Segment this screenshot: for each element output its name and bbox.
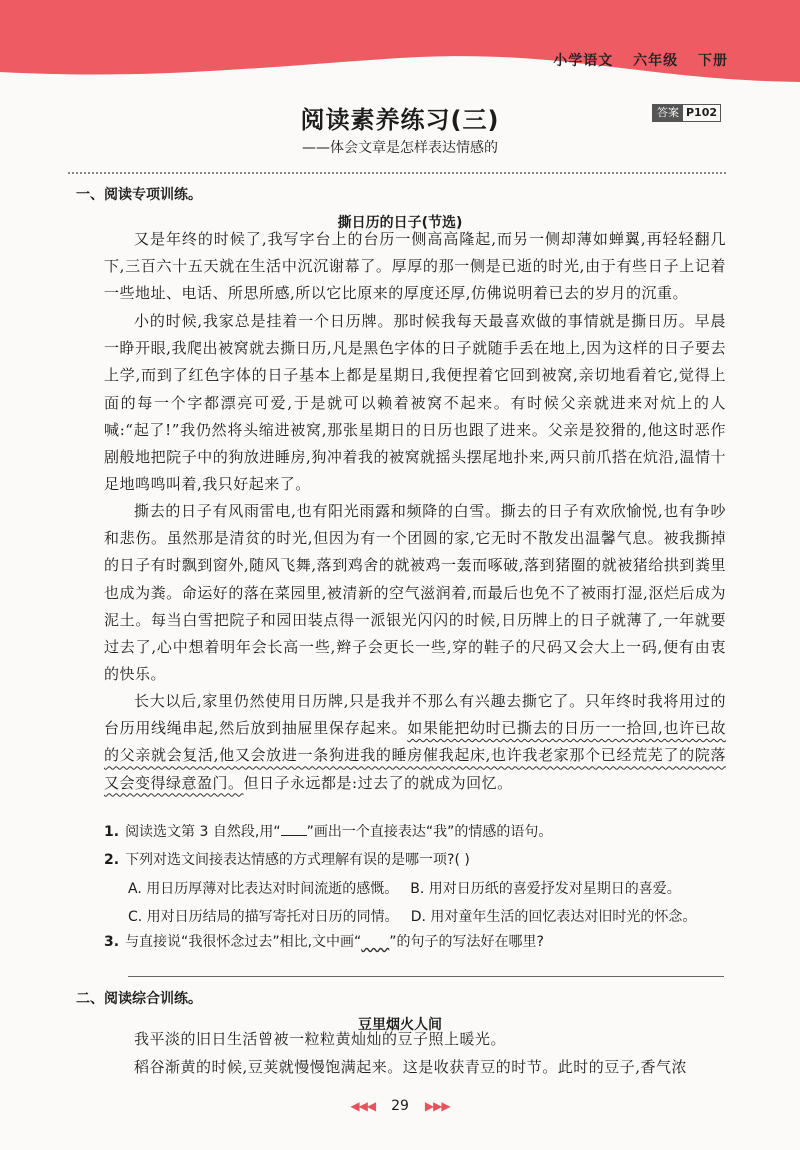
- question-1-text-b: ”画出一个直接表达“我”的情感的语句。: [306, 824, 553, 840]
- answer-tag-label: 答案: [653, 105, 683, 121]
- question-3: [104, 932, 734, 952]
- right-arrows-icon: ▶▶▶: [424, 1099, 450, 1113]
- page-subtitle: ——体会文章是怎样表达情感的: [302, 140, 498, 156]
- answer-page-tag: [652, 104, 721, 122]
- section1-heading: 一、阅读专项训练。: [76, 187, 202, 203]
- article1-paragraph-4: [104, 688, 726, 797]
- question-2: [104, 850, 734, 870]
- option-c: C. 用对日历结局的描写寄托对日历的同情。: [128, 909, 399, 925]
- question-2-options-row-2: [128, 906, 748, 926]
- question-3-number: 3.: [104, 934, 120, 950]
- article2-paragraph-1: 我平淡的旧日生活曾被一粒粒黄灿灿的豆子照上暖光。: [134, 1030, 507, 1048]
- paragraph-4-end: 但日子永远都是:过去了的就成为回忆。: [243, 773, 513, 792]
- grade-label: 六年级: [633, 53, 679, 69]
- article1-paragraph-3: 撕去的日子有风雨雷电,也有阳光雨露和频降的白雪。撕去的日子有欢欣愉悦,也有争吵和悲伤。虽然那是清贫的时光,但因为有一个团圆的家,它无时不散发出温馨气息。被我撕掉的日子有时飘到窗外,随风飞舞,落到鸡舍的就被鸡一轰而啄破,落到猪圈的就被猪给拱到粪里也成为粪。命运好的落在菜园里,被清新的空气滋润着,而最后也免不了被雨打湿,沤烂后成为泥土。每当白雪把院子和园田装点得一派银光闪闪的时候,日历牌上的日子就薄了,一年就要过去了,心中想着明年会长高一些,辫子会更长一些,穿的鞋子的尺码又会大上一码,便有由衷的快乐。: [104, 502, 726, 684]
- subject-label: 小学语文: [553, 53, 614, 69]
- option-d: D. 用对童年生活的回忆表达对旧时光的怀念。: [410, 909, 697, 925]
- dotted-divider: [68, 172, 726, 174]
- left-arrows-icon: ◀◀◀: [350, 1099, 376, 1113]
- straight-line-mark: [281, 823, 307, 836]
- answer-writing-line[interactable]: [128, 976, 724, 977]
- question-1-text-a: 阅读选文第 3 自然段,用“: [125, 824, 281, 840]
- grade-header: [539, 50, 728, 70]
- answer-tag-page: P102: [686, 106, 718, 119]
- wavy-line-mark: [361, 932, 389, 944]
- section2-heading: 二、阅读综合训练。: [76, 991, 202, 1007]
- option-a: A. 用日历厚薄对比表达对时间流逝的感慨。: [128, 881, 399, 897]
- option-b: B. 用对日历纸的喜爱抒发对星期日的喜爱。: [410, 881, 681, 897]
- article2-title: 豆里烟火人间: [358, 1017, 442, 1033]
- article1-paragraph-1: 又是年终的时候了,我写字台上的台历一侧高高隆起,而另一侧却薄如蝉翼,再轻轻翻几下,三百六十五天就在生活中沉沉谢幕了。厚厚的那一侧是已逝的时光,由于有些日子上记着一些地址、电话、所思所感,所以它比原来的厚度还厚,仿佛说明着已去的岁月的沉重。: [104, 230, 726, 303]
- volume-label: 下册: [698, 53, 728, 69]
- question-2-text: 下列对选文间接表达情感的方式理解有误的是哪一项?( ): [125, 852, 470, 868]
- page-number: 29: [391, 1098, 409, 1114]
- wavy-underlined-sentence: 如果能把幼时已撕去的日历一一拾回,也许已故的父亲就会复活,他又会放进一条狗进我的睡房催我起床,也许我老家那个已经荒芜了的院落又会变得绿意盈门。: [104, 719, 726, 792]
- question-2-number: 2.: [104, 852, 120, 868]
- page-title: 阅读素养练习(三): [300, 106, 500, 134]
- page-footer: [0, 1098, 800, 1114]
- question-2-options-row-1: [128, 878, 748, 898]
- question-3-text-b: ”的句子的写法好在哪里?: [389, 934, 544, 950]
- paragraph-4-start: 长大以后,家里仍然使用日历牌,只是我并不那么有兴趣去撕它了。只年终时我将用过的台历用线绳串起,然后放到抽屉里保存起来。: [104, 692, 726, 738]
- question-3-text-a: 与直接说“我很怀念过去”相比,文中画“: [125, 934, 362, 950]
- article1-paragraph-2: 小的时候,我家总是挂着一个日历牌。那时候我每天最喜欢做的事情就是撕日历。早晨一睁开眼,我爬出被窝就去撕日历,凡是黑色字体的日子就随手丢在地上,因为这样的日子要去上学,而到了红色字体的日子基本上都是星期日,我便捏着它回到被窝,亲切地看着它,觉得上面的每一个字都漂亮可爱,于是就可以赖着被窝不起来。有时候父亲就进来对炕上的人喊:“起了!”我仍然将头缩进被窝,那张星期日的日历也跟了进来。父亲是狡猾的,他这时恶作剧般地把院子中的狗放进睡房,狗冲着我的被窝就摇头摆尾地扑来,两只前爪搭在炕沿,温情十足地鸣鸣叫着,我只好起来了。: [104, 312, 726, 494]
- article1-title: 撕日历的日子(节选): [337, 215, 463, 231]
- question-1-number: 1.: [104, 824, 120, 840]
- article2-paragraph-2: 稻谷渐黄的时候,豆荚就慢慢饱满起来。这是收获青豆的时节。此时的豆子,香气浓: [134, 1058, 688, 1076]
- question-1: [104, 822, 734, 842]
